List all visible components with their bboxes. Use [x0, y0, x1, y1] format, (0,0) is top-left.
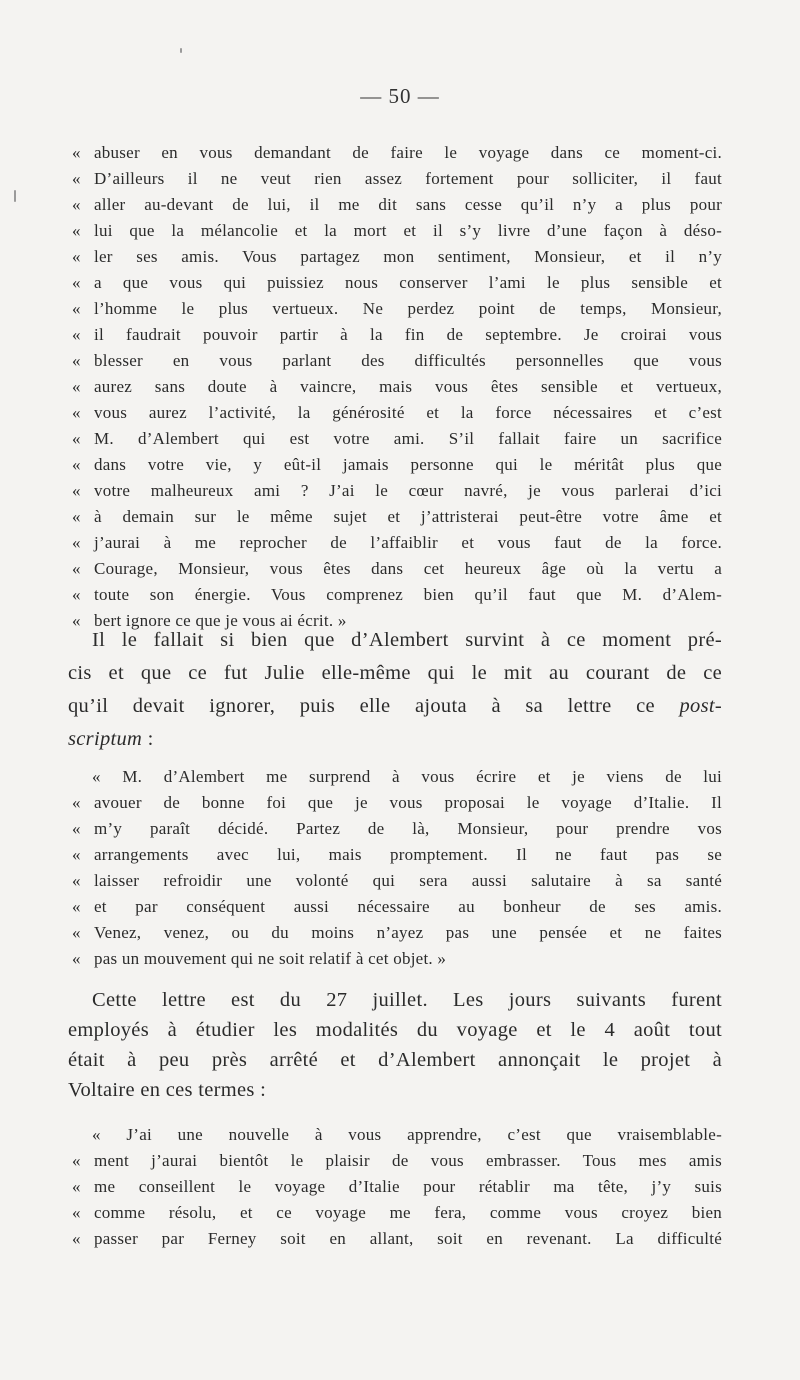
quote-mark: «: [72, 793, 81, 812]
quote-line: [72, 218, 722, 244]
quote-mark: «: [72, 481, 81, 500]
quote-text: arrangements avec lui, mais promptement. Il ne faut pas se: [94, 845, 722, 864]
quote-line: [72, 1200, 722, 1226]
quote-mark: «: [72, 273, 81, 292]
quote-line: [72, 556, 722, 582]
paragraph-line: Il le fallait si bien que d’Alembert survint à ce moment pré-: [92, 629, 722, 651]
quote-mark: «: [72, 1229, 81, 1248]
quote-mark: «: [72, 455, 81, 474]
quote-text: m’y paraît décidé. Partez de là, Monsieur, pour prendre vos: [94, 819, 722, 838]
quote-text: à demain sur le même sujet et j’attristerai peut-être votre âme et: [94, 507, 722, 526]
quote-text: passer par Ferney soit en allant, soit en revenant. La difficulté: [94, 1229, 722, 1248]
quote-mark: «: [72, 1203, 81, 1222]
quote-line: [72, 374, 722, 400]
paper-speck: [180, 48, 182, 53]
quote-text: et par conséquent aussi nécessaire au bonheur de ses amis.: [94, 897, 722, 916]
quote-text: vous aurez l’activité, la générosité et la force nécessaires et c’est: [94, 403, 722, 422]
quote-mark: «: [72, 299, 81, 318]
quote-mark: «: [72, 611, 81, 630]
quote-text: abuser en vous demandant de faire le voyage dans ce moment-ci.: [94, 143, 722, 162]
quote-line: [72, 582, 722, 608]
quote-mark: «: [72, 351, 81, 370]
quote-mark: «: [72, 169, 81, 188]
quote-line: [72, 1122, 722, 1148]
quote-line: [72, 348, 722, 374]
quote-line: [72, 1226, 722, 1252]
quote-line: [72, 1148, 722, 1174]
quote-text: a que vous qui puissiez nous conserver l’ami le plus sensible et: [94, 273, 722, 292]
page-number: — 50 —: [360, 84, 440, 108]
quote-text: pas un mouvement qui ne soit relatif à cet objet. »: [94, 949, 447, 968]
quote-line: [72, 790, 722, 816]
quote-text: avouer de bonne foi que je vous proposai le voyage d’Italie. Il: [94, 793, 722, 812]
quote-mark: «: [72, 325, 81, 344]
paragraph-line: cis et que ce fut Julie elle-même qui le mit au courant de ce: [68, 662, 722, 684]
quote-line: [72, 192, 722, 218]
quote-mark: «: [72, 533, 81, 552]
quote-text: lui que la mélancolie et la mort et il s’y livre d’une façon à déso-: [94, 221, 722, 240]
quote-text: aller au-devant de lui, il me dit sans cesse qu’il n’y a plus pour: [94, 195, 722, 214]
quote-mark: «: [72, 871, 81, 890]
paragraph-line: Voltaire en ces termes :: [68, 1079, 267, 1101]
quote-line: [72, 244, 722, 270]
quote-text: bert ignore ce que je vous ai écrit. »: [94, 611, 347, 630]
quote-text: dans votre vie, y eût-il jamais personne qui le méritât plus que: [94, 455, 722, 474]
quote-text: « M. d’Alembert me surprend à vous écrire et je viens de lui: [92, 767, 722, 786]
quote-text: aurez sans doute à vaincre, mais vous êtes sensible et vertueux,: [94, 377, 722, 396]
quote-mark: «: [72, 845, 81, 864]
quote-line: [72, 166, 722, 192]
quote-line: [72, 946, 722, 972]
quote-line: [72, 504, 722, 530]
quote-text: Courage, Monsieur, vous êtes dans cet heureux âge où la vertu a: [94, 559, 722, 578]
paragraph-line: employés à étudier les modalités du voyage et le 4 août tout: [68, 1019, 722, 1041]
quote-mark: «: [72, 559, 81, 578]
quote-line: [72, 894, 722, 920]
quote-text: « J’ai une nouvelle à vous apprendre, c’est que vraisemblable-: [92, 1125, 722, 1144]
quote-text: ment j’aurai bientôt le plaisir de vous embrasser. Tous mes amis: [94, 1151, 722, 1170]
quote-text: blesser en vous parlant des difficultés personnelles que vous: [94, 351, 722, 370]
quote-mark: «: [72, 221, 81, 240]
quote-text: Venez, venez, ou du moins n’ayez pas une pensée et ne faites: [94, 923, 722, 942]
paragraph-text: :: [142, 728, 154, 750]
quote-mark: «: [72, 143, 81, 162]
quote-mark: «: [72, 923, 81, 942]
quote-mark: «: [72, 195, 81, 214]
quote-mark: «: [72, 403, 81, 422]
quote-line: [72, 270, 722, 296]
quote-mark: «: [72, 1151, 81, 1170]
quote-line: [72, 452, 722, 478]
quote-mark: «: [72, 247, 81, 266]
quote-mark: «: [72, 429, 81, 448]
quote-mark: «: [72, 507, 81, 526]
paragraph-line: Cette lettre est du 27 juillet. Les jours suivants furent: [92, 989, 722, 1011]
quote-line: [72, 426, 722, 452]
quote-line: [72, 140, 722, 166]
quote-mark: «: [72, 1177, 81, 1196]
quote-text: votre malheureux ami ? J’ai le cœur navré, je vous parlerai d’ici: [94, 481, 722, 500]
quote-line: [72, 322, 722, 348]
postscript-word: scriptum: [68, 728, 143, 750]
quote-text: ler ses amis. Vous partagez mon sentiment, Monsieur, et il n’y: [94, 247, 722, 266]
quote-mark: «: [72, 377, 81, 396]
paragraph-line: [68, 690, 722, 722]
quote-text: comme résolu, et ce voyage me fera, comme vous croyez bien: [94, 1203, 722, 1222]
quote-mark: «: [72, 897, 81, 916]
paragraph-line: [68, 723, 722, 755]
quote-text: l’homme le plus vertueux. Ne perdez point de temps, Monsieur,: [94, 299, 722, 318]
quote-line: [72, 400, 722, 426]
quote-text: M. d’Alembert qui est votre ami. S’il fallait faire un sacrifice: [94, 429, 722, 448]
quote-line: [72, 530, 722, 556]
quote-text: D’ailleurs il ne veut rien assez fortement pour solliciter, il faut: [94, 169, 722, 188]
quote-text: j’aurai à me reprocher de l’affaiblir et vous faut de la force.: [94, 533, 722, 552]
quote-line: [72, 868, 722, 894]
quote-text: me conseillent le voyage d’Italie pour rétablir ma tête, j’y suis: [94, 1177, 722, 1196]
quote-mark: «: [72, 949, 81, 968]
quote-text: laisser refroidir une volonté qui sera aussi salutaire à sa santé: [94, 871, 722, 890]
paragraph-text: qu’il devait ignorer, puis elle ajouta à sa lettre ce: [68, 695, 655, 717]
quote-text: il faudrait pouvoir partir à la fin de septembre. Je croirai vous: [94, 325, 722, 344]
quote-mark: «: [72, 819, 81, 838]
quote-text: toute son énergie. Vous comprenez bien qu’il faut que M. d’Alem-: [94, 585, 722, 604]
postscript-word: post-: [679, 695, 722, 717]
quote-line: [72, 816, 722, 842]
quote-line: [72, 764, 722, 790]
quote-line: [72, 920, 722, 946]
quote-line: [72, 296, 722, 322]
quote-line: [72, 842, 722, 868]
quote-line: [72, 478, 722, 504]
paragraph-line: était à peu près arrêté et d’Alembert annonçait le projet à: [68, 1049, 722, 1071]
quote-line: [72, 1174, 722, 1200]
quote-mark: «: [72, 585, 81, 604]
paper-speck: [14, 190, 16, 202]
